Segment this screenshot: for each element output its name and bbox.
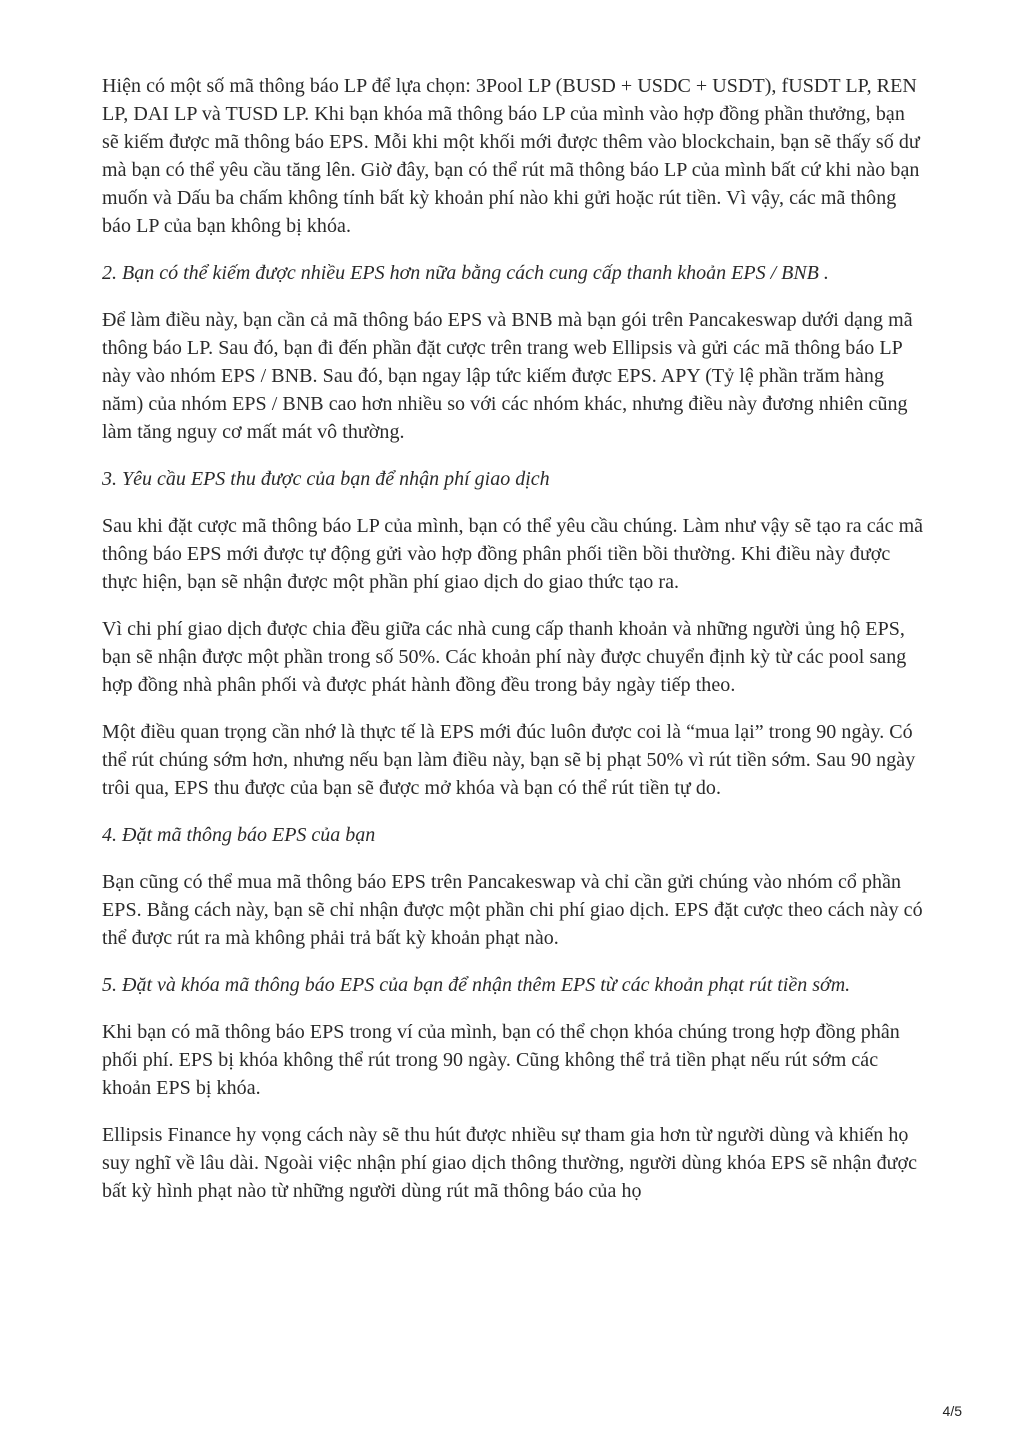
paragraph-ellipsis-finance: Ellipsis Finance hy vọng cách này sẽ thu hút được nhiều sự tham gia hơn từ người dùng và khiến họ suy nghĩ về lâu dài. Ngoài việc nhận phí giao dịch thông thường, người dùng khóa EPS sẽ nhận được bất kỳ hình phạt nào từ những người dùng rút mã thông báo của họ xyxy=(102,1124,918,1202)
heading-stake-eps: 4. Đặt mã thông báo EPS của bạn xyxy=(102,824,376,846)
heading-claim-eps: 3. Yêu cầu EPS thu được của bạn để nhận phí giao dịch xyxy=(102,468,550,490)
paragraph-fee-split: Vì chi phí giao dịch được chia đều giữa các nhà cung cấp thanh khoản và những người ủng hộ EPS, bạn sẽ nhận được một phần trong số 50%. Các khoản phí này được chuyển định kỳ từ các pool sang hợp đồng nhà phân phối và được phát hành đồng đều trong bảy ngày tiếp theo. xyxy=(102,618,907,696)
paragraph-stake-eps: Bạn cũng có thể mua mã thông báo EPS trên Pancakeswap và chỉ cần gửi chúng vào nhóm cổ phần EPS. Bằng cách này, bạn sẽ chỉ nhận được một phần chi phí giao dịch. EPS đặt cược theo cách này có thể được rút ra mà không phải trả bất kỳ khoản phạt nào. xyxy=(102,871,923,949)
page-number: 4/5 xyxy=(942,1403,962,1419)
document-body xyxy=(102,72,924,1224)
paragraph-claim-eps: Sau khi đặt cược mã thông báo LP của mình, bạn có thể yêu cầu chúng. Làm như vậy sẽ tạo ra các mã thông báo EPS mới được tự động gửi vào hợp đồng phân phối tiền bồi thường. Khi điều này được thực hiện, bạn sẽ nhận được một phần phí giao dịch do giao thức tạo ra. xyxy=(102,515,924,593)
paragraph-eps-bnb-pool: Để làm điều này, bạn cần cả mã thông báo EPS và BNB mà bạn gói trên Pancakeswap dưới dạng mã thông báo LP. Sau đó, bạn đi đến phần đặt cược trên trang web Ellipsis và gửi các mã thông báo LP này vào nhóm EPS / BNB. Sau đó, bạn ngay lập tức kiếm được EPS. APY (Tỷ lệ phần trăm hàng năm) của nhóm EPS / BNB cao hơn nhiều so với các nhóm khác, nhưng điều này đương nhiên cũng làm tăng nguy cơ mất mát vô thường. xyxy=(102,309,913,443)
paragraph-lock-eps: Khi bạn có mã thông báo EPS trong ví của mình, bạn có thể chọn khóa chúng trong hợp đồng phân phối phí. EPS bị khóa không thể rút trong 90 ngày. Cũng không thể trả tiền phạt nếu rút sớm các khoản EPS bị khóa. xyxy=(102,1021,900,1099)
heading-eps-bnb-liquidity: 2. Bạn có thể kiếm được nhiều EPS hơn nữa bằng cách cung cấp thanh khoản EPS / BNB . xyxy=(102,262,829,284)
paragraph-lp-tokens: Hiện có một số mã thông báo LP để lựa chọn: 3Pool LP (BUSD + USDC + USDT), fUSDT LP, REN LP, DAI LP và TUSD LP. Khi bạn khóa mã thông báo LP của mình vào hợp đồng phần thưởng, bạn sẽ kiếm được mã thông báo EPS. Mỗi khi một khối mới được thêm vào blockchain, bạn sẽ thấy số dư mà bạn có thể yêu cầu tăng lên. Giờ đây, bạn có thể rút mã thông báo LP của mình bất cứ khi nào bạn muốn và Dấu ba chấm không tính bất kỳ khoản phí nào khi gửi hoặc rút tiền. Vì vậy, các mã thông báo LP của bạn không bị khóa. xyxy=(102,75,920,237)
paragraph-vesting: Một điều quan trọng cần nhớ là thực tế là EPS mới đúc luôn được coi là “mua lại” trong 90 ngày. Có thể rút chúng sớm hơn, nhưng nếu bạn làm điều này, bạn sẽ bị phạt 50% vì rút tiền sớm. Sau 90 ngày trôi qua, EPS thu được của bạn sẽ được mở khóa và bạn có thể rút tiền tự do. xyxy=(102,721,916,799)
heading-lock-eps: 5. Đặt và khóa mã thông báo EPS của bạn để nhận thêm EPS từ các khoản phạt rút tiền sớm. xyxy=(102,974,851,996)
